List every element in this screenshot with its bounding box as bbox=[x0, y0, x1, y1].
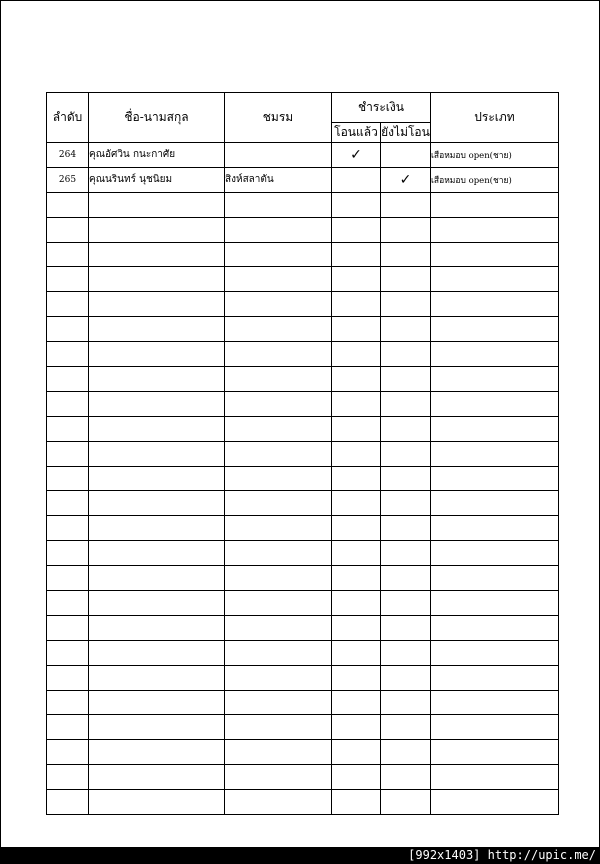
check-transferred bbox=[332, 516, 381, 541]
cell-type bbox=[431, 516, 559, 541]
check-not-transferred bbox=[381, 615, 431, 640]
cell-name bbox=[89, 491, 225, 516]
cell-type bbox=[431, 217, 559, 242]
cell-club bbox=[225, 690, 332, 715]
cell-type bbox=[431, 591, 559, 616]
check-not-transferred bbox=[381, 591, 431, 616]
table-row bbox=[47, 615, 559, 640]
cell-type bbox=[431, 665, 559, 690]
cell-type: เสือหมอบ open(ชาย) bbox=[431, 167, 559, 192]
cell-type bbox=[431, 391, 559, 416]
cell-club bbox=[225, 217, 332, 242]
cell-name: คุณอัศวิน กนะกาศัย bbox=[89, 143, 225, 168]
check-transferred bbox=[332, 292, 381, 317]
cell-name bbox=[89, 441, 225, 466]
cell-club bbox=[225, 342, 332, 367]
check-not-transferred bbox=[381, 690, 431, 715]
cell-type bbox=[431, 615, 559, 640]
cell-no bbox=[47, 192, 89, 217]
cell-no bbox=[47, 615, 89, 640]
table-row bbox=[47, 466, 559, 491]
check-not-transferred bbox=[381, 640, 431, 665]
table-row bbox=[47, 167, 559, 192]
cell-no bbox=[47, 516, 89, 541]
cell-type: เสือหมอบ open(ชาย) bbox=[431, 143, 559, 168]
cell-type bbox=[431, 441, 559, 466]
header-transferred: โอนแล้ว bbox=[332, 123, 381, 143]
header-no: ลำดับ bbox=[47, 93, 89, 143]
cell-no bbox=[47, 242, 89, 267]
check-transferred bbox=[332, 765, 381, 790]
check-transferred bbox=[332, 740, 381, 765]
table-row bbox=[47, 665, 559, 690]
cell-name bbox=[89, 391, 225, 416]
cell-name bbox=[89, 317, 225, 342]
table-row bbox=[47, 690, 559, 715]
table-row bbox=[47, 342, 559, 367]
cell-name bbox=[89, 615, 225, 640]
cell-type bbox=[431, 367, 559, 392]
cell-no bbox=[47, 317, 89, 342]
check-transferred: ✓ bbox=[332, 143, 381, 168]
check-transferred bbox=[332, 416, 381, 441]
check-transferred bbox=[332, 267, 381, 292]
cell-name bbox=[89, 665, 225, 690]
check-not-transferred bbox=[381, 416, 431, 441]
cell-club bbox=[225, 715, 332, 740]
cell-club bbox=[225, 665, 332, 690]
cell-club bbox=[225, 765, 332, 790]
check-transferred bbox=[332, 591, 381, 616]
table-row bbox=[47, 491, 559, 516]
header-name: ชื่อ-นามสกุล bbox=[89, 93, 225, 143]
cell-no bbox=[47, 740, 89, 765]
table-row bbox=[47, 640, 559, 665]
cell-name bbox=[89, 292, 225, 317]
check-not-transferred bbox=[381, 317, 431, 342]
check-transferred bbox=[332, 665, 381, 690]
check-not-transferred bbox=[381, 790, 431, 815]
cell-type bbox=[431, 242, 559, 267]
header-not-transferred: ยังไม่โอน bbox=[381, 123, 431, 143]
cell-no bbox=[47, 765, 89, 790]
cell-type bbox=[431, 292, 559, 317]
cell-name bbox=[89, 367, 225, 392]
check-not-transferred bbox=[381, 367, 431, 392]
cell-name bbox=[89, 466, 225, 491]
check-transferred bbox=[332, 790, 381, 815]
header-payment: ชำระเงิน bbox=[332, 93, 431, 123]
check-transferred bbox=[332, 217, 381, 242]
cell-name bbox=[89, 192, 225, 217]
cell-no bbox=[47, 292, 89, 317]
cell-club bbox=[225, 740, 332, 765]
cell-club bbox=[225, 591, 332, 616]
cell-name bbox=[89, 516, 225, 541]
check-not-transferred bbox=[381, 192, 431, 217]
cell-name bbox=[89, 715, 225, 740]
check-transferred bbox=[332, 615, 381, 640]
check-transferred bbox=[332, 167, 381, 192]
registration-table bbox=[46, 92, 559, 815]
table-row bbox=[47, 541, 559, 566]
check-transferred bbox=[332, 566, 381, 591]
check-transferred bbox=[332, 342, 381, 367]
cell-club bbox=[225, 242, 332, 267]
table-row bbox=[47, 367, 559, 392]
cell-type bbox=[431, 491, 559, 516]
cell-type bbox=[431, 267, 559, 292]
cell-club: สิงห์สลาตัน bbox=[225, 167, 332, 192]
table-row bbox=[47, 441, 559, 466]
cell-no: 264 bbox=[47, 143, 89, 168]
table-row bbox=[47, 143, 559, 168]
cell-no bbox=[47, 342, 89, 367]
cell-name bbox=[89, 740, 225, 765]
cell-club bbox=[225, 367, 332, 392]
check-not-transferred bbox=[381, 441, 431, 466]
check-transferred bbox=[332, 690, 381, 715]
table-row bbox=[47, 267, 559, 292]
check-not-transferred bbox=[381, 466, 431, 491]
table-row bbox=[47, 740, 559, 765]
cell-type bbox=[431, 790, 559, 815]
check-not-transferred bbox=[381, 267, 431, 292]
cell-club bbox=[225, 491, 332, 516]
cell-no bbox=[47, 591, 89, 616]
table-row bbox=[47, 715, 559, 740]
cell-club bbox=[225, 516, 332, 541]
cell-club bbox=[225, 267, 332, 292]
check-transferred bbox=[332, 367, 381, 392]
cell-type bbox=[431, 740, 559, 765]
check-not-transferred bbox=[381, 715, 431, 740]
check-transferred bbox=[332, 640, 381, 665]
cell-club bbox=[225, 615, 332, 640]
check-not-transferred bbox=[381, 391, 431, 416]
table-row bbox=[47, 416, 559, 441]
check-not-transferred bbox=[381, 541, 431, 566]
cell-no bbox=[47, 367, 89, 392]
footer-watermark: [992x1403] http://upic.me/ bbox=[408, 848, 596, 862]
cell-name bbox=[89, 416, 225, 441]
table-body bbox=[47, 143, 559, 815]
cell-name: คุณนรินทร์ นุชนิยม bbox=[89, 167, 225, 192]
cell-no bbox=[47, 640, 89, 665]
cell-club bbox=[225, 640, 332, 665]
cell-club bbox=[225, 566, 332, 591]
table-row bbox=[47, 591, 559, 616]
cell-type bbox=[431, 690, 559, 715]
cell-club bbox=[225, 416, 332, 441]
check-not-transferred bbox=[381, 566, 431, 591]
cell-no bbox=[47, 566, 89, 591]
cell-name bbox=[89, 765, 225, 790]
cell-club bbox=[225, 192, 332, 217]
cell-type bbox=[431, 566, 559, 591]
check-transferred bbox=[332, 242, 381, 267]
check-transferred bbox=[332, 441, 381, 466]
cell-name bbox=[89, 541, 225, 566]
check-transferred bbox=[332, 491, 381, 516]
cell-club bbox=[225, 441, 332, 466]
cell-name bbox=[89, 690, 225, 715]
table-row bbox=[47, 566, 559, 591]
table-row bbox=[47, 317, 559, 342]
cell-club bbox=[225, 790, 332, 815]
check-not-transferred bbox=[381, 242, 431, 267]
cell-club bbox=[225, 466, 332, 491]
cell-no bbox=[47, 790, 89, 815]
table-row bbox=[47, 217, 559, 242]
cell-club bbox=[225, 317, 332, 342]
check-not-transferred bbox=[381, 765, 431, 790]
check-not-transferred bbox=[381, 217, 431, 242]
cell-name bbox=[89, 790, 225, 815]
cell-name bbox=[89, 640, 225, 665]
check-not-transferred bbox=[381, 665, 431, 690]
cell-type bbox=[431, 715, 559, 740]
cell-club bbox=[225, 143, 332, 168]
check-transferred bbox=[332, 541, 381, 566]
check-transferred bbox=[332, 715, 381, 740]
table-row bbox=[47, 292, 559, 317]
cell-name bbox=[89, 566, 225, 591]
cell-no bbox=[47, 466, 89, 491]
cell-no bbox=[47, 491, 89, 516]
cell-no bbox=[47, 541, 89, 566]
check-transferred bbox=[332, 192, 381, 217]
table-row bbox=[47, 242, 559, 267]
check-not-transferred bbox=[381, 342, 431, 367]
check-not-transferred bbox=[381, 516, 431, 541]
cell-no bbox=[47, 441, 89, 466]
cell-type bbox=[431, 541, 559, 566]
table-row bbox=[47, 391, 559, 416]
cell-no: 265 bbox=[47, 167, 89, 192]
cell-no bbox=[47, 391, 89, 416]
header-club: ชมรม bbox=[225, 93, 332, 143]
cell-club bbox=[225, 391, 332, 416]
check-not-transferred bbox=[381, 143, 431, 168]
cell-name bbox=[89, 267, 225, 292]
cell-type bbox=[431, 640, 559, 665]
cell-name bbox=[89, 342, 225, 367]
check-not-transferred bbox=[381, 740, 431, 765]
cell-type bbox=[431, 317, 559, 342]
check-transferred bbox=[332, 317, 381, 342]
cell-no bbox=[47, 715, 89, 740]
cell-type bbox=[431, 416, 559, 441]
check-not-transferred bbox=[381, 491, 431, 516]
cell-club bbox=[225, 541, 332, 566]
cell-no bbox=[47, 416, 89, 441]
check-not-transferred: ✓ bbox=[381, 167, 431, 192]
cell-club bbox=[225, 292, 332, 317]
cell-type bbox=[431, 342, 559, 367]
footer-bar bbox=[0, 847, 600, 864]
table-row bbox=[47, 192, 559, 217]
cell-name bbox=[89, 242, 225, 267]
check-not-transferred bbox=[381, 292, 431, 317]
cell-type bbox=[431, 466, 559, 491]
table-header bbox=[47, 93, 559, 143]
cell-no bbox=[47, 665, 89, 690]
cell-no bbox=[47, 690, 89, 715]
check-transferred bbox=[332, 391, 381, 416]
check-transferred bbox=[332, 466, 381, 491]
cell-type bbox=[431, 192, 559, 217]
cell-name bbox=[89, 591, 225, 616]
cell-no bbox=[47, 267, 89, 292]
cell-type bbox=[431, 765, 559, 790]
table-row bbox=[47, 765, 559, 790]
cell-no bbox=[47, 217, 89, 242]
cell-name bbox=[89, 217, 225, 242]
table-row bbox=[47, 790, 559, 815]
header-type: ประเภท bbox=[431, 93, 559, 143]
table-row bbox=[47, 516, 559, 541]
